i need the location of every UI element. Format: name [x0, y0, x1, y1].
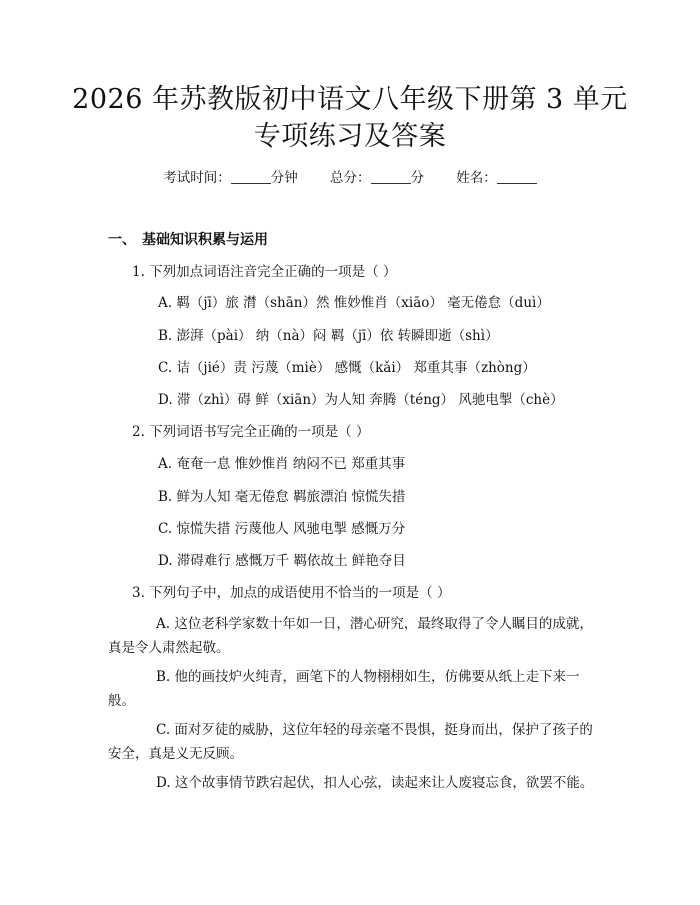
name-blank	[497, 169, 537, 184]
exam-time-blank	[231, 169, 271, 184]
total-score-field	[330, 168, 424, 188]
question-3-option-c: C. 面对歹徒的威胁，这位年轻的母亲毫不畏惧，挺身而出，保护了孩子的安全，真是义无反顾。	[108, 722, 593, 762]
question-1-option-b: B. 澎湃（pài） 纳（nà）闷 羁（jī）依 转瞬即逝（shì）	[158, 328, 499, 344]
question-3-option-d: D. 这个故事情节跌宕起伏，扣人心弦，读起来让人废寝忘食，欲罢不能。	[156, 775, 594, 791]
question-2-stem: 2. 下列词语书写完全正确的一项是（ ）	[132, 424, 370, 440]
section-heading	[108, 230, 268, 250]
question-1-option-d: D. 滞（zhì）碍 鲜（xiān）为人知 奔腾（téng） 风驰电掣（chè）	[158, 392, 564, 408]
document-title-line1: 2026 年苏教版初中语文八年级下册第 3 单元	[72, 84, 628, 115]
name-label: 姓名：	[456, 170, 497, 186]
total-score-blank	[371, 169, 411, 184]
question-2-option-d: D. 滞碍难行 感慨万千 羁依故土 鲜艳夺目	[158, 553, 406, 569]
question-2-option-c: C. 惊慌失措 污蔑他人 风驰电掣 感慨万分	[158, 521, 406, 537]
exam-info	[0, 168, 700, 188]
exam-time-label: 考试时间：	[163, 170, 231, 186]
section-number: 一、	[108, 232, 136, 248]
total-score-unit: 分	[410, 170, 424, 186]
section-title: 基础知识积累与运用	[142, 232, 268, 248]
document-title-line2: 专项练习及答案	[253, 121, 447, 152]
question-3-stem: 3. 下列句子中，加点的成语使用不恰当的一项是（ ）	[132, 585, 451, 601]
question-1-option-c: C. 诘（jié）责 污蔑（miè） 感慨（kǎi） 郑重其事（zhòng）	[158, 360, 536, 376]
exam-time-field	[163, 168, 298, 188]
question-3-option-a: A. 这位老科学家数十年如一日，潜心研究，最终取得了令人瞩目的成就，真是令人肃然起敬。	[108, 616, 593, 656]
name-field	[456, 168, 537, 188]
question-2-option-a: A. 奄奄一息 惟妙惟肖 纳闷不已 郑重其事	[158, 456, 406, 472]
total-score-label: 总分：	[330, 170, 371, 186]
question-2-option-b: B. 鲜为人知 毫无倦怠 羁旅漂泊 惊慌失措	[158, 489, 406, 505]
question-1-option-a: A. 羁（jī）旅 潸（shān）然 惟妙惟肖（xiāo） 毫无倦怠（duì）	[158, 295, 550, 311]
question-1-stem: 1. 下列加点词语注音完全正确的一项是（ ）	[132, 264, 397, 280]
exam-time-unit: 分钟	[270, 170, 298, 186]
question-3-option-b: B. 他的画技炉火纯青，画笔下的人物栩栩如生，仿佛要从纸上走下来一般。	[108, 669, 580, 709]
